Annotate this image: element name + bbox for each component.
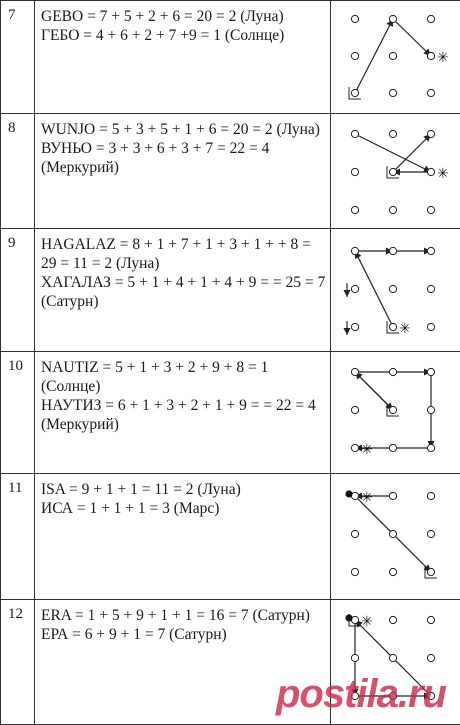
row-text — [35, 1, 331, 114]
grid-dot — [351, 130, 358, 137]
connector-arrow — [355, 251, 393, 327]
star-symbol: ✳ — [437, 50, 449, 66]
connector-arrow — [355, 19, 393, 93]
grid-dot — [389, 654, 396, 661]
watermark-logo: postila.ru — [276, 672, 446, 717]
grid-dot — [427, 616, 434, 623]
grid-dot — [427, 530, 434, 537]
filled-dot — [345, 490, 352, 497]
latin-line: WUNJO = 5 + 3 + 5 + 1 + 6 = 20 = 2 (Луна) — [41, 120, 326, 139]
grid-dot — [389, 247, 396, 254]
cyrillic-line: ИСА = 1 + 1 + 1 = 3 (Марс) — [41, 499, 326, 518]
grid-dot — [427, 130, 434, 137]
grid-dot — [351, 52, 358, 59]
grid-dot — [389, 568, 396, 575]
grid-dot — [389, 52, 396, 59]
grid-dot — [351, 368, 358, 375]
grid-dot — [389, 323, 396, 330]
cyrillic-line: НАУТИЗ = 6 + 1 + 3 + 2 + 1 + 9 = = 22 = 4 (Меркурий) — [41, 396, 326, 434]
connector-arrow — [393, 19, 431, 56]
grid-dot — [351, 285, 358, 292]
connector-arrow — [355, 134, 431, 172]
cyrillic-line: ЕРА = 6 + 9 + 1 = 7 (Сатурн) — [41, 625, 326, 644]
latin-line: ERA = 1 + 5 + 9 + 1 + 1 = 16 = 7 (Сатурн) — [41, 606, 326, 625]
cyrillic-line: ГЕБО = 4 + 6 + 2 + 7 +9 = 1 (Солнце) — [41, 26, 326, 45]
connector-arrow — [393, 134, 431, 172]
latin-line: HAGALAZ = 8 + 1 + 7 + 1 + 3 + 1 + + 8 = 29 = 11 = 2 (Луна) — [41, 235, 326, 273]
grid-dot — [351, 206, 358, 213]
grid-dot — [389, 168, 396, 175]
dot-diagram — [331, 352, 460, 474]
grid-dot — [389, 285, 396, 292]
grid-dot — [427, 15, 434, 22]
grid-dot — [389, 15, 396, 22]
grid-dot — [351, 530, 358, 537]
star-symbol: ✳ — [361, 490, 373, 506]
star-symbol: ✳ — [361, 614, 373, 630]
grid-dot — [427, 654, 434, 661]
grid-dot — [389, 444, 396, 451]
row-number: 12 — [1, 600, 35, 725]
grid-dot — [389, 89, 396, 96]
grid-dot — [351, 568, 358, 575]
row-number: 8 — [1, 114, 35, 229]
grid-dot — [427, 492, 434, 499]
grid-dot — [389, 530, 396, 537]
row-number: 11 — [1, 474, 35, 600]
row-text — [35, 229, 331, 352]
latin-line: NAUTIZ = 5 + 1 + 3 + 2 + 9 + 8 = 1 (Солнце) — [41, 358, 326, 396]
star-symbol: ✳ — [437, 166, 449, 182]
grid-dot — [427, 206, 434, 213]
dot-diagram — [331, 474, 460, 600]
grid-dot — [351, 89, 358, 96]
grid-dot — [389, 492, 396, 499]
grid-dot — [427, 89, 434, 96]
grid-dot — [351, 168, 358, 175]
diagram-svg — [331, 474, 460, 599]
grid-dot — [427, 368, 434, 375]
row-text — [35, 474, 331, 600]
star-symbol: ✳ — [399, 321, 411, 337]
grid-dot — [351, 323, 358, 330]
grid-dot — [389, 206, 396, 213]
grid-dot — [351, 247, 358, 254]
grid-dot — [427, 444, 434, 451]
grid-dot — [389, 368, 396, 375]
row-text — [35, 114, 331, 229]
latin-line: ISA = 9 + 1 + 1 = 11 = 2 (Луна) — [41, 480, 326, 499]
grid-dot — [427, 52, 434, 59]
grid-dot — [351, 654, 358, 661]
cyrillic-line: ХАГАЛАЗ = 5 + 1 + 4 + 1 + 4 + 9 = = 25 = 7 (Сатурн) — [41, 273, 326, 311]
diagram-svg — [331, 352, 460, 473]
table-row — [1, 114, 460, 229]
row-number: 10 — [1, 352, 35, 474]
grid-dot — [427, 247, 434, 254]
grid-dot — [427, 168, 434, 175]
grid-dot — [389, 130, 396, 137]
dot-diagram — [331, 114, 460, 229]
grid-dot — [351, 15, 358, 22]
table-row — [1, 352, 460, 474]
grid-dot — [427, 285, 434, 292]
table-row — [1, 474, 460, 600]
star-symbol: ✳ — [361, 442, 373, 458]
latin-line: GEBO = 7 + 5 + 2 + 6 = 20 = 2 (Луна) — [41, 7, 326, 26]
dot-diagram — [331, 1, 460, 114]
table-row — [1, 1, 460, 114]
row-text — [35, 352, 331, 474]
table-row — [1, 229, 460, 352]
grid-dot — [427, 323, 434, 330]
dot-diagram — [331, 229, 460, 352]
row-number: 7 — [1, 1, 35, 114]
cyrillic-line: ВУНЬО = 3 + 3 + 6 + 3 + 7 = 22 = 4 (Меркурий) — [41, 139, 326, 177]
grid-dot — [427, 406, 434, 413]
grid-dot — [389, 406, 396, 413]
diagram-svg — [331, 229, 460, 351]
grid-dot — [351, 444, 358, 451]
diagram-svg — [331, 1, 460, 113]
grid-dot — [351, 406, 358, 413]
grid-dot — [427, 568, 434, 575]
row-number: 9 — [1, 229, 35, 352]
grid-dot — [389, 616, 396, 623]
diagram-svg — [331, 114, 460, 228]
